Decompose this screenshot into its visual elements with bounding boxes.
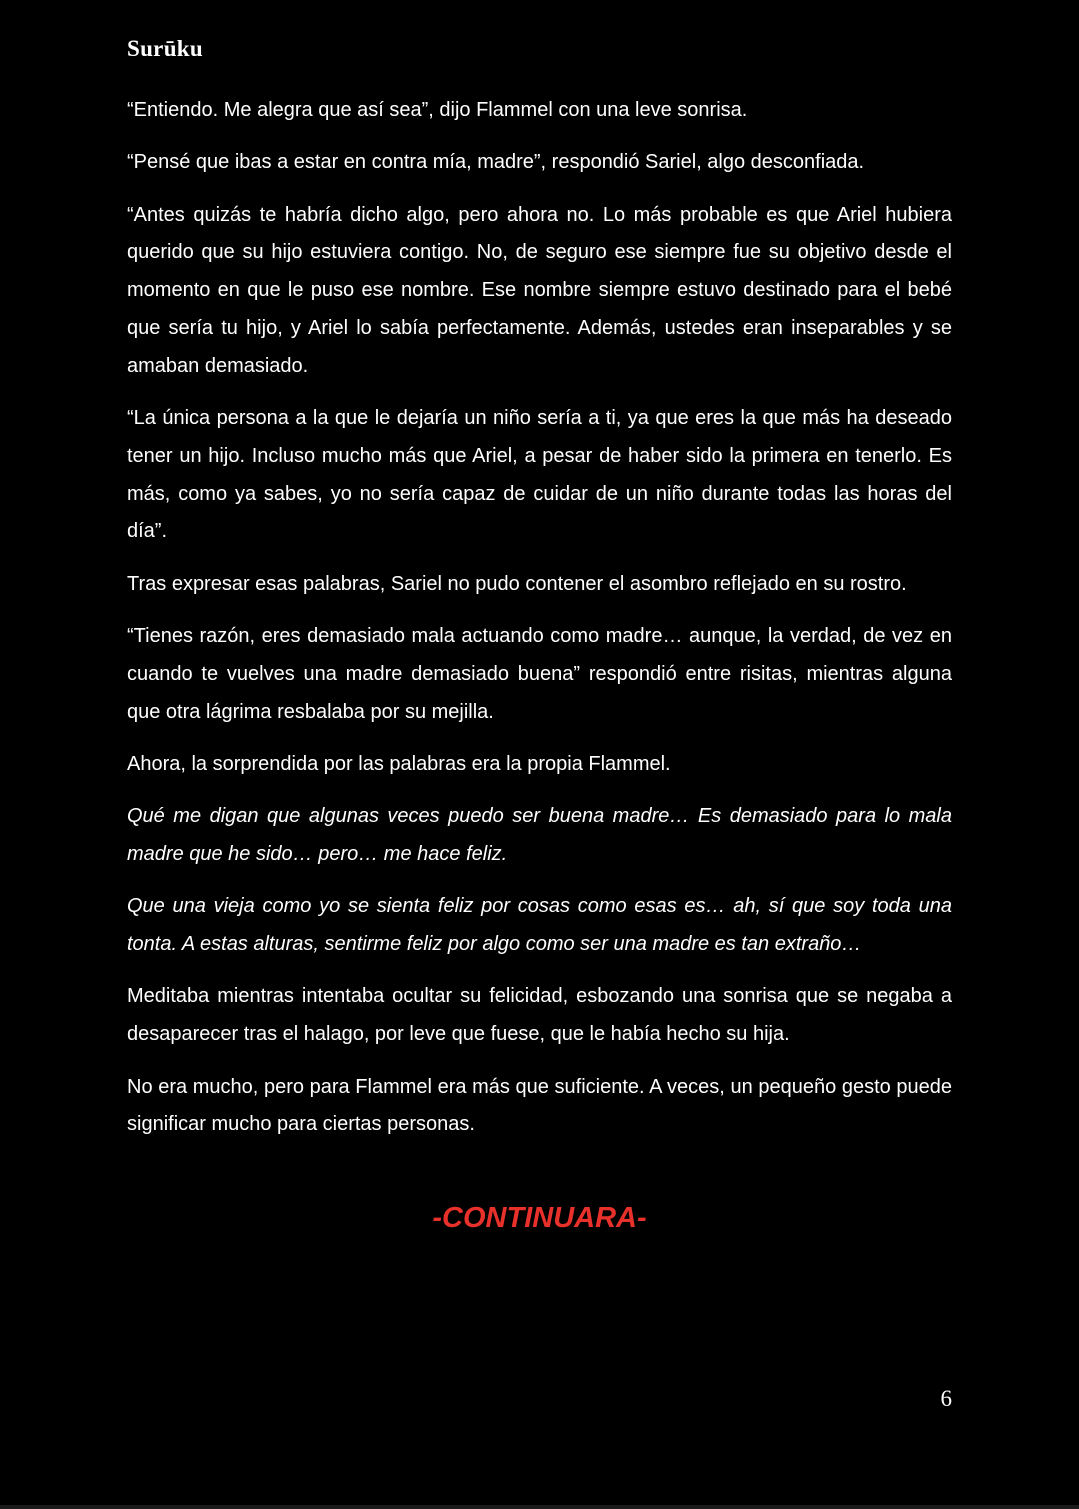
paragraph: Meditaba mientras intentaba ocultar su felicidad, esbozando una sonrisa que se negaba a desaparecer tras el halago, por leve que fuese, que le había hecho su hija. — [127, 985, 952, 1046]
page-bottom-edge — [0, 1505, 1079, 1509]
paragraph: “Antes quizás te habría dicho algo, pero ahora no. Lo más probable es que Ariel hubiera querido que su hijo estuviera contigo. No, de seguro ese siempre fue su objetivo desde el momento en que le puso ese nombre. Ese nombre siempre estuvo destinado para el bebé que sería tu hijo, y Ariel lo sabía perfectamente. Además, ustedes eran inseparables y se amaban demasiado. — [127, 203, 952, 377]
paragraph: Tras expresar esas palabras, Sariel no pudo contener el asombro reflejado en su rostro. — [127, 572, 907, 595]
paragraph: “La única persona a la que le dejaría un niño sería a ti, ya que eres la que más ha deseado tener un hijo. Incluso mucho más que Ariel, a pesar de haber sido la primera en tenerlo. Es más, como ya sabes, yo no sería capaz de cuidar de un niño durante todas las horas del día”. — [127, 407, 952, 543]
italic-paragraph: Qué me digan que algunas veces puedo ser buena madre… Es demasiado para lo mala madre que he sido… pero… me hace feliz. — [127, 805, 952, 866]
paragraph: “Pensé que ibas a estar en contra mía, madre”, respondió Sariel, algo desconfiada. — [127, 151, 865, 174]
paragraph: Ahora, la sorprendida por las palabras era la propia Flammel. — [127, 752, 671, 775]
document-body — [127, 92, 952, 1159]
document-header-title: Surūku — [127, 36, 203, 61]
italic-paragraph: Que una vieja como yo se sienta feliz por cosas como esas es… ah, sí que soy toda una tonta. A estas alturas, sentirme feliz por algo como ser una madre es tan extraño… — [127, 895, 952, 956]
continuara-heading: -CONTINUARA- — [432, 1202, 647, 1234]
paragraph: “Entiendo. Me alegra que así sea”, dijo Flammel con una leve sonrisa. — [127, 99, 748, 121]
paragraph: No era mucho, pero para Flammel era más que suficiente. A veces, un pequeño gesto puede significar mucho para ciertas personas. — [127, 1075, 952, 1136]
paragraph: “Tienes razón, eres demasiado mala actuando como madre… aunque, la verdad, de vez en cuando te vuelves una madre demasiado buena” respondió entre risitas, mientras alguna que otra lágrima resbalaba por su mejilla. — [127, 625, 952, 723]
page-number: 6 — [940, 1386, 952, 1411]
